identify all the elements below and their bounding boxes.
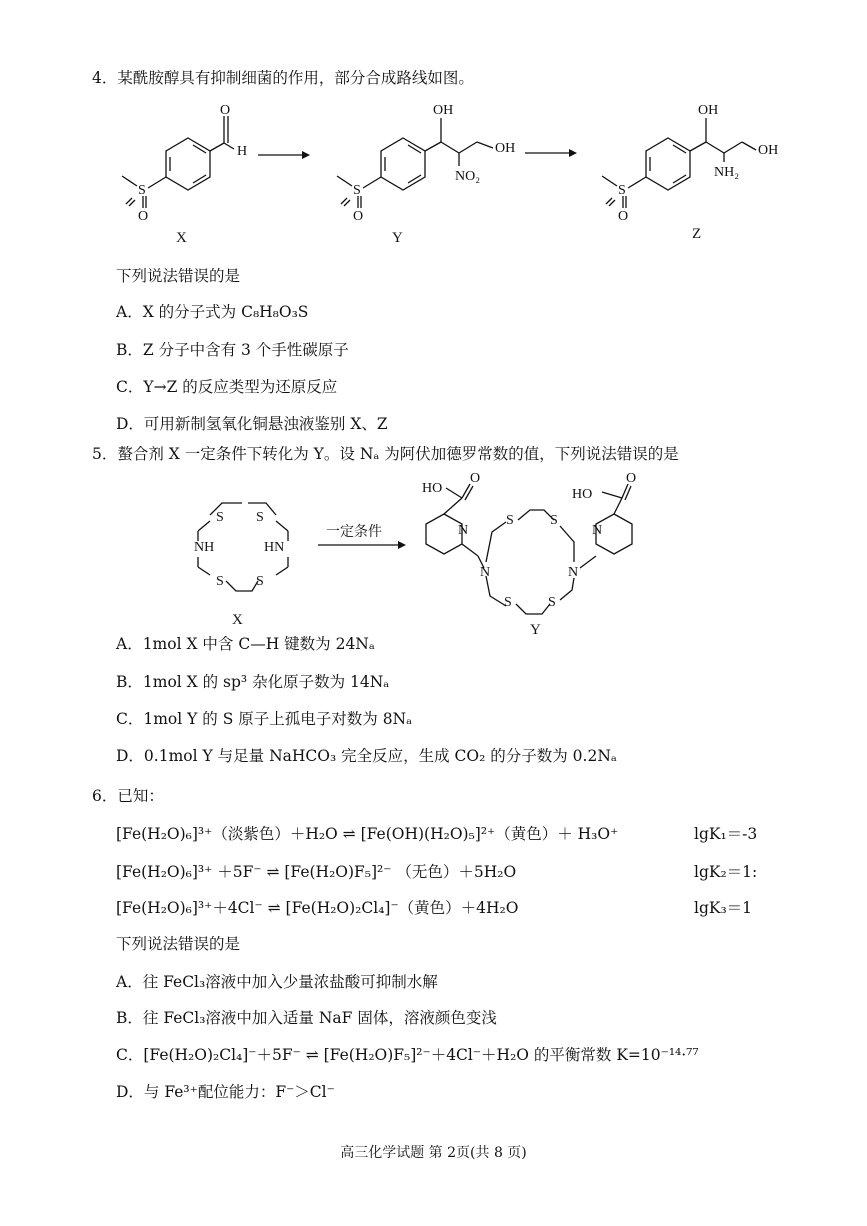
q4-label-y: Y xyxy=(392,230,403,246)
page-footer: 高三化学试题 第 2页(共 8 页) xyxy=(340,1145,527,1161)
q5-molecule-x xyxy=(180,485,310,605)
q6-equation-3: [Fe(H₂O)₆]³⁺＋4Cl⁻ ⇌ [Fe(H₂O)₂Cl₄]⁻（黄色）＋4H₂O xyxy=(116,899,519,917)
q6-lgk3: lgK₃＝1 xyxy=(694,899,753,917)
q6-option-b: B．往 FeCl₃溶液中加入适量 NaF 固体，溶液颜色变浅 xyxy=(116,1009,497,1027)
q4-option-c: C．Y→Z 的反应类型为还原反应 xyxy=(116,378,338,396)
atom-oh: OH xyxy=(433,103,454,118)
q6-stem: 6．已知： xyxy=(92,787,164,805)
atom-h: H xyxy=(237,144,248,159)
q5-arrow xyxy=(318,540,408,552)
atom-oh: OH xyxy=(698,103,719,118)
q5-molecule-y xyxy=(410,470,660,640)
atom-s: S xyxy=(216,574,224,589)
atom-ho: HO xyxy=(572,487,593,502)
atom-s: S xyxy=(216,510,224,525)
q6-lgk1: lgK₁＝-3 xyxy=(694,825,758,843)
atom-n: N xyxy=(480,565,491,580)
atom-n: N xyxy=(568,565,579,580)
atom-oh: OH xyxy=(495,141,516,156)
atom-s: S xyxy=(548,595,556,610)
q4-option-b: B．Z 分子中含有 3 个手性碳原子 xyxy=(116,341,349,359)
atom-nh: NH xyxy=(194,540,215,555)
q4-arrow-1 xyxy=(258,150,308,162)
atom-o: O xyxy=(353,209,364,224)
q6-equation-1: [Fe(H₂O)₆]³⁺（淡紫色）＋H₂O ⇌ [Fe(OH)(H₂O)₅]²⁺（黄色）＋ H₃O⁺ xyxy=(116,825,619,843)
q5-option-a: A．1mol X 中含 C—H 键数为 24Nₐ xyxy=(116,635,375,653)
q6-equation-2: [Fe(H₂O)₆]³⁺ ＋5F⁻ ⇌ [Fe(H₂O)F₅]²⁻ （无色）＋5H₂O xyxy=(116,863,517,881)
atom-o: O xyxy=(626,471,637,486)
q4-molecule-y xyxy=(325,96,525,226)
q5-option-d: D．0.1mol Y 与足量 NaHCO₃ 完全反应，生成 CO₂ 的分子数为 0.2Nₐ xyxy=(116,747,617,765)
atom-s: S xyxy=(353,183,361,198)
q4-question: 下列说法错误的是 xyxy=(116,267,241,285)
atom-n: N xyxy=(458,523,469,538)
q4-option-a: A．X 的分子式为 C₈H₈O₃S xyxy=(116,303,309,321)
q6-question: 下列说法错误的是 xyxy=(116,935,241,953)
atom-s: S xyxy=(618,183,626,198)
q6-option-c: C．[Fe(H₂O)₂Cl₄]⁻＋5F⁻ ⇌ [Fe(H₂O)F₅]²⁻＋4Cl⁻＋H₂O 的平衡常数 K=10⁻¹⁴·⁷⁷ xyxy=(116,1046,699,1064)
atom-s: S xyxy=(256,574,264,589)
q5-label-y: Y xyxy=(530,622,541,638)
q6-option-a: A．往 FeCl₃溶液中加入少量浓盐酸可抑制水解 xyxy=(116,973,438,991)
q5-stem: 5．螯合剂 X 一定条件下转化为 Y。设 Nₐ 为阿伏加德罗常数的值，下列说法错误的是 xyxy=(92,445,679,463)
atom-o: O xyxy=(138,209,149,224)
q4-label-x: X xyxy=(176,230,187,246)
atom-s: S xyxy=(138,183,146,198)
q5-label-x: X xyxy=(232,612,243,628)
atom-s: S xyxy=(506,513,514,528)
atom-oh: OH xyxy=(758,143,779,158)
q5-arrow-label: 一定条件 xyxy=(326,524,382,540)
q6-lgk2: lgK₂＝1: xyxy=(694,863,758,881)
q4-molecule-z xyxy=(590,96,790,226)
atom-o: O xyxy=(220,103,231,118)
atom-hn: HN xyxy=(264,540,285,555)
q4-label-z: Z xyxy=(692,226,702,242)
q5-option-b: B．1mol X 的 sp³ 杂化原子数为 14Nₐ xyxy=(116,673,390,691)
q4-molecule-x xyxy=(110,100,260,230)
atom-ho: HO xyxy=(422,481,443,496)
atom-o: O xyxy=(618,209,629,224)
atom-n: N xyxy=(592,523,603,538)
atom-nh2: NH₂ xyxy=(714,165,740,180)
atom-s: S xyxy=(504,595,512,610)
q6-option-d: D．与 Fe³⁺配位能力：F⁻＞Cl⁻ xyxy=(116,1083,335,1101)
q4-option-d: D．可用新制氢氧化铜悬浊液鉴别 X、Z xyxy=(116,415,388,433)
q4-stem: 4．某酰胺醇具有抑制细菌的作用，部分合成路线如图。 xyxy=(92,69,474,87)
q4-arrow-2 xyxy=(525,148,575,160)
atom-s: S xyxy=(550,513,558,528)
atom-s: S xyxy=(256,510,264,525)
q5-option-c: C．1mol Y 的 S 原子上孤电子对数为 8Nₐ xyxy=(116,710,413,728)
atom-o: O xyxy=(470,471,481,486)
atom-no2: NO₂ xyxy=(455,169,481,184)
